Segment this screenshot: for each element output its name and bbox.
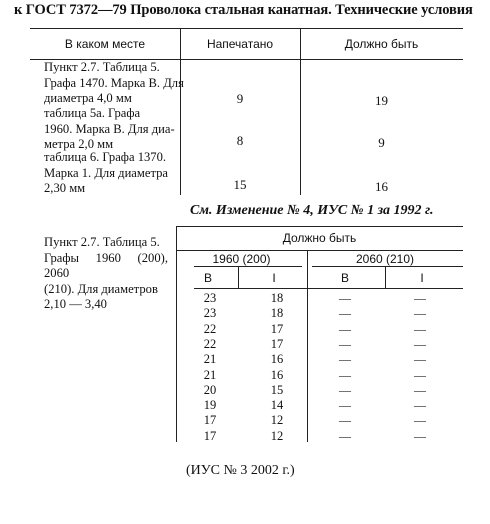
column-header-printed: Напечатано — [206, 37, 274, 51]
table-cell-dash: — — [414, 428, 426, 443]
printed-value: 9 — [236, 91, 244, 106]
subheader-v: В — [340, 271, 349, 285]
subheader-i: I — [420, 271, 424, 285]
table-cell-dash: — — [339, 306, 351, 321]
subheader-divider — [385, 266, 386, 288]
table-cell-dash: — — [414, 367, 426, 382]
column-divider — [180, 28, 181, 195]
table-cell-value: 23 — [203, 291, 217, 305]
table-top-rule — [30, 28, 463, 29]
table-cell-value: 18 — [270, 291, 284, 305]
table-cell-dash: — — [414, 321, 426, 336]
table-top-rule — [176, 226, 463, 227]
table-cell-value: 17 — [270, 321, 284, 336]
location-line: 2,30 мм — [44, 181, 86, 195]
table2-description — [44, 235, 168, 313]
table-cell-value: 15 — [270, 382, 284, 397]
table-cell-value: 17 — [203, 413, 217, 428]
group-underline — [312, 266, 463, 267]
location-line: диаметра 4,0 мм — [44, 91, 132, 105]
group-header-1960: 1960 (200) — [212, 252, 271, 266]
location-line: таблица 5а. Графа — [44, 106, 141, 120]
should-be-value: 19 — [375, 93, 388, 108]
description-line: (210). Для диаметров — [44, 281, 158, 296]
table-cell-dash: — — [339, 413, 351, 428]
document-title: к ГОСТ 7372—79 Проволока стальная канатная. Технические условия — [14, 2, 473, 18]
table-cell-dash: — — [414, 291, 426, 305]
location-line: 1960. Марка В. Для диа- — [44, 121, 175, 136]
description-line: 2,10 — 3,40 — [44, 297, 107, 311]
amendment-reference: См. Изменение № 4, ИУС № 1 за 1992 г. — [190, 203, 434, 218]
table-cell-dash: — — [414, 382, 426, 397]
table-cell-value: 16 — [270, 352, 284, 367]
printed-value: 8 — [236, 133, 244, 148]
table-cell-value: 23 — [203, 306, 217, 321]
location-line: таблица 6. Графа 1370. — [44, 150, 167, 164]
table-cell-value: 16 — [270, 367, 284, 382]
table-cell-dash: — — [414, 413, 426, 428]
table-cell-dash: — — [414, 398, 426, 413]
table-cell-dash: — — [339, 367, 351, 382]
header-rule — [176, 250, 463, 251]
group-divider — [307, 250, 308, 442]
table-cell-value: 22 — [203, 321, 217, 336]
should-be-value: 9 — [378, 135, 385, 150]
table-cell-dash: — — [414, 336, 426, 351]
table-cell-value: 12 — [270, 413, 284, 428]
subheader-i: I — [272, 271, 276, 285]
subheader-v: В — [203, 271, 212, 285]
table-cell-dash: — — [339, 291, 351, 305]
table-cell-value: 17 — [270, 336, 284, 351]
table2-header: Должно быть — [282, 231, 357, 245]
subheader-divider — [238, 266, 239, 288]
footer-note: (ИУС № 3 2002 г.) — [186, 463, 295, 478]
table-cell-value: 21 — [203, 367, 217, 382]
table-cell-dash: — — [414, 306, 426, 321]
table-cell-dash: — — [339, 321, 351, 336]
table-cell-value: 21 — [203, 352, 217, 367]
table-cell-dash: — — [339, 398, 351, 413]
location-line: Пункт 2.7. Таблица 5. — [44, 60, 160, 74]
table-cell-value: 12 — [270, 428, 284, 443]
table-cell-dash: — — [339, 336, 351, 351]
column-header-location: В каком месте — [64, 37, 146, 51]
table-cell-value: 17 — [203, 428, 217, 443]
table-cell-value: 20 — [203, 382, 217, 397]
printed-value: 15 — [233, 177, 247, 192]
table-cell-dash: — — [339, 428, 351, 443]
should-be-value: 16 — [375, 179, 388, 194]
description-line: Графы 1960 (200), 2060 — [44, 250, 168, 280]
table-cell-value: 18 — [270, 306, 284, 321]
table-cell-dash: — — [339, 382, 351, 397]
table-cell-value: 22 — [203, 336, 217, 351]
subheader-rule — [194, 288, 463, 289]
group-header-2060: 2060 (210) — [355, 252, 415, 266]
description-line: Пункт 2.7. Таблица 5. — [44, 235, 160, 249]
table-cell-value: 19 — [203, 398, 217, 413]
group-underline — [194, 266, 302, 267]
table-cell-dash: — — [339, 352, 351, 367]
location-line: Графа 1470. Марка В. Для — [44, 75, 184, 90]
location-line: метра 2,0 мм — [44, 137, 114, 151]
column-divider — [300, 28, 301, 195]
column-header-should-be: Должно быть — [344, 37, 419, 51]
table-cell-value: 14 — [270, 398, 284, 413]
table-cell-dash: — — [414, 352, 426, 367]
location-line: Марка 1. Для диаметра — [44, 165, 169, 180]
